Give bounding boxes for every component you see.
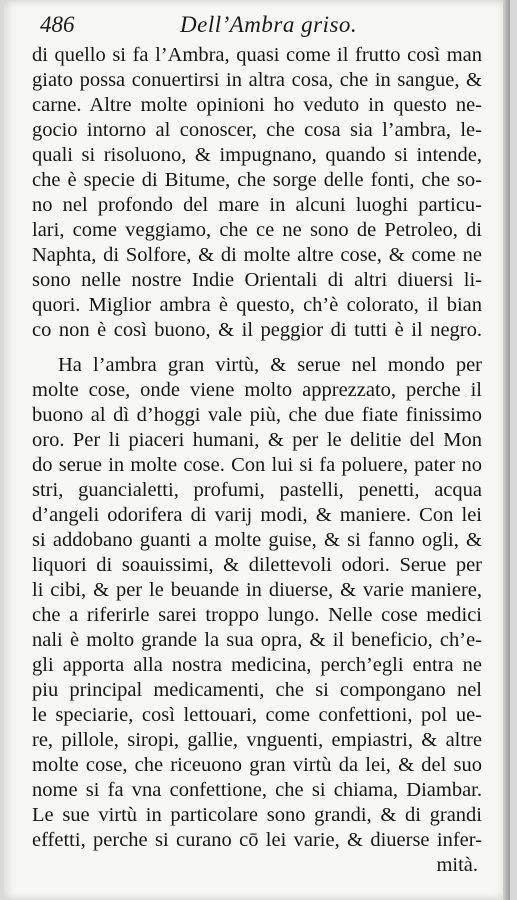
show-through-text [252,817,372,837]
text-line: molte cose, che riceuono gran virtù da lei, & del suo [32,754,482,776]
text-line: piu principal medicamenti, che si compongano nel [32,679,482,701]
text-line: quori. Miglior ambra è questo, ch’è colorato, il bian [32,294,482,316]
book-page [4,0,510,900]
page-header [30,12,490,42]
text-line: d’angeli odorifera di varij modi, & maniere. Con lei [32,504,482,526]
text-line: no nel profondo del mare in alcuni luoghi particu- [32,194,482,216]
text-line: si addobano guanti a molte guise, & si fanno ogli, & [32,529,482,551]
paragraph-first-line: Ha l’ambra gran virtù, & serue nel mondo per [58,354,482,376]
text-line: carne. Altre molte opinioni ho veduto in questo ne- [32,94,482,116]
text-line: lari, come veggiamo, che ce ne sono de Petroleo, di [32,219,482,241]
text-line: re, pillole, siropi, gallie, vnguenti, empiastri, & altre [32,729,482,751]
text-line: sono nelle nostre Indie Orientali di altri diuersi li- [32,269,482,291]
text-line: molte cose, onde viene molto apprezzato, perche il [32,379,482,401]
text-line: Naphta, di Solfore, & di molte altre cose, & come ne [32,244,482,266]
text-line: nali è molto grande la sua opra, & il beneficio, ch’e- [32,629,482,651]
text-line: che a riferirle sarei troppo lungo. Nelle cose medici [32,604,482,626]
text-line: giato possa conuertirsi in altra cosa, che in sangue, & [32,69,482,91]
text-line: gocio intorno al conoscer, che cosa sia l’ambra, le- [32,119,482,141]
text-line: gli apporta alla nostra medicina, perch’egli entra ne [32,654,482,676]
page-edge-shadow [503,0,510,900]
text-line: nome si fa vna confettione, che si chiama, Diambar. [32,779,482,801]
text-line: le speciarie, così lettouari, come confettioni, pol ue- [32,704,482,726]
text-line: li cibi, & per le beuande in diuerse, & varie maniere, [32,579,482,601]
text-line: liquori di soauissimi, & dilettevoli odori. Serue per [32,554,482,576]
text-line: oro. Per li piaceri humani, & per le delitie del Mon [32,429,482,451]
text-line: che è specie di Bitume, che sorge delle fonti, che so- [32,169,482,191]
text-line: quali si risoluono, & impugnano, quando si intende, [32,144,482,166]
text-line: co non è così buono, & il peggior di tutti è il negro. [32,319,482,341]
text-line-last: mità. [436,854,478,876]
text-line: di quello si fa l’Ambra, quasi come il frutto così man [32,44,482,66]
text-line: stri, guancialetti, profumi, pastelli, penetti, acqua [32,479,482,501]
page-number: 486 [40,12,75,37]
text-line: effetti, perche si curano cō lei varie, & diuerse infer- [32,829,482,851]
text-line: do serue in molte cose. Con lui si fa poluere, pater no [32,454,482,476]
text-line: buono al dì d’hoggi vale più, che due fiate finissimo [32,404,482,426]
running-head: Dell’Ambra griso. [180,12,358,37]
text-line: Le sue virtù in particolare sono grandi, & di grandi [32,804,482,826]
